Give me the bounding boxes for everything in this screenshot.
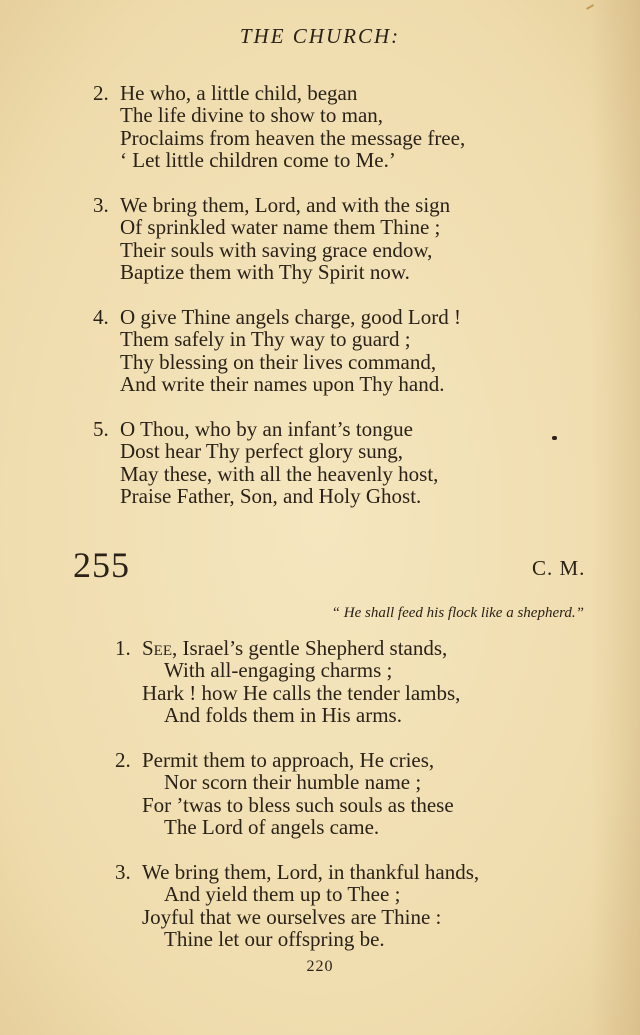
verse-line: With all-engaging charms ;: [164, 658, 393, 683]
stanza-number: 3.: [93, 193, 109, 217]
printer-mark: [552, 436, 557, 440]
verse-line: We bring them, Lord, and with the sign: [120, 193, 451, 217]
hymn-epigraph: “ He shall feed his flock like a shepherd.”: [331, 605, 584, 621]
stanza-2: [115, 748, 454, 839]
verse-line: Them safely in Thy way to guard ;: [120, 327, 411, 352]
verse-line: Proclaims from heaven the message free,: [120, 125, 466, 150]
verse-line: Their souls with saving grace endow,: [120, 237, 433, 262]
verse-line: And write their names upon Thy hand.: [120, 371, 445, 396]
hymn-number: 255: [73, 545, 130, 585]
verse-line: Dost hear Thy perfect glory sung,: [120, 439, 404, 464]
page-number: 220: [306, 958, 334, 975]
verse-line: Nor scorn their humble name ;: [164, 770, 422, 795]
paper-mark: [586, 4, 594, 10]
verse-line-first: [142, 637, 460, 659]
verse-line: He who, a little child, began: [120, 81, 358, 105]
verse-line: Joyful that we ourselves are Thine :: [142, 904, 442, 929]
verse-line: Of sprinkled water name them Thine ;: [120, 215, 441, 240]
verse-line: ‘ Let little children come to Me.’: [120, 147, 396, 172]
first-line-rest: , Israel’s gentle Shepherd stands,: [172, 636, 448, 660]
stanza-2-previous: [93, 81, 466, 172]
stanza-3-previous: [93, 193, 451, 284]
stanza-number: 2.: [93, 81, 109, 105]
stanza-number: 2.: [115, 748, 131, 772]
verse-line: And yield them up to Thee ;: [164, 882, 401, 907]
verse-line: O Thou, who by an infant’s tongue: [120, 417, 413, 441]
hymn-meter: C. M.: [532, 556, 586, 580]
stanza-4-previous: [93, 305, 461, 396]
verse-line: Thy blessing on their lives command,: [120, 349, 437, 374]
verse-line: Permit them to approach, He cries,: [142, 748, 435, 772]
verse-line: The life divine to show to man,: [120, 103, 384, 128]
verse-line: Praise Father, Son, and Holy Ghost.: [120, 483, 422, 508]
verse-line: May these, with all the heavenly host,: [120, 461, 439, 486]
stanza-number: 3.: [115, 860, 131, 884]
verse-line: And folds them in His arms.: [164, 702, 402, 727]
stanza-1: [115, 636, 461, 727]
verse-line: Baptize them with Thy Spirit now.: [120, 259, 410, 284]
stanza-number: 1.: [115, 636, 131, 660]
stanza-3: [115, 860, 480, 951]
verse-line: For ’twas to bless such souls as these: [142, 792, 454, 817]
verse-line: Hark ! how He calls the tender lambs,: [142, 680, 461, 705]
verse-line: The Lord of angels came.: [164, 814, 380, 839]
running-header: THE CHURCH:: [239, 24, 401, 48]
verse-line: O give Thine angels charge, good Lord !: [120, 305, 461, 329]
verse-line: We bring them, Lord, in thankful hands,: [142, 860, 480, 884]
verse-line: Thine let our offspring be.: [164, 926, 385, 951]
opening-word: See: [142, 636, 173, 660]
stanza-5-previous: [93, 417, 439, 508]
stanza-number: 4.: [93, 305, 109, 329]
stanza-number: 5.: [93, 417, 109, 441]
